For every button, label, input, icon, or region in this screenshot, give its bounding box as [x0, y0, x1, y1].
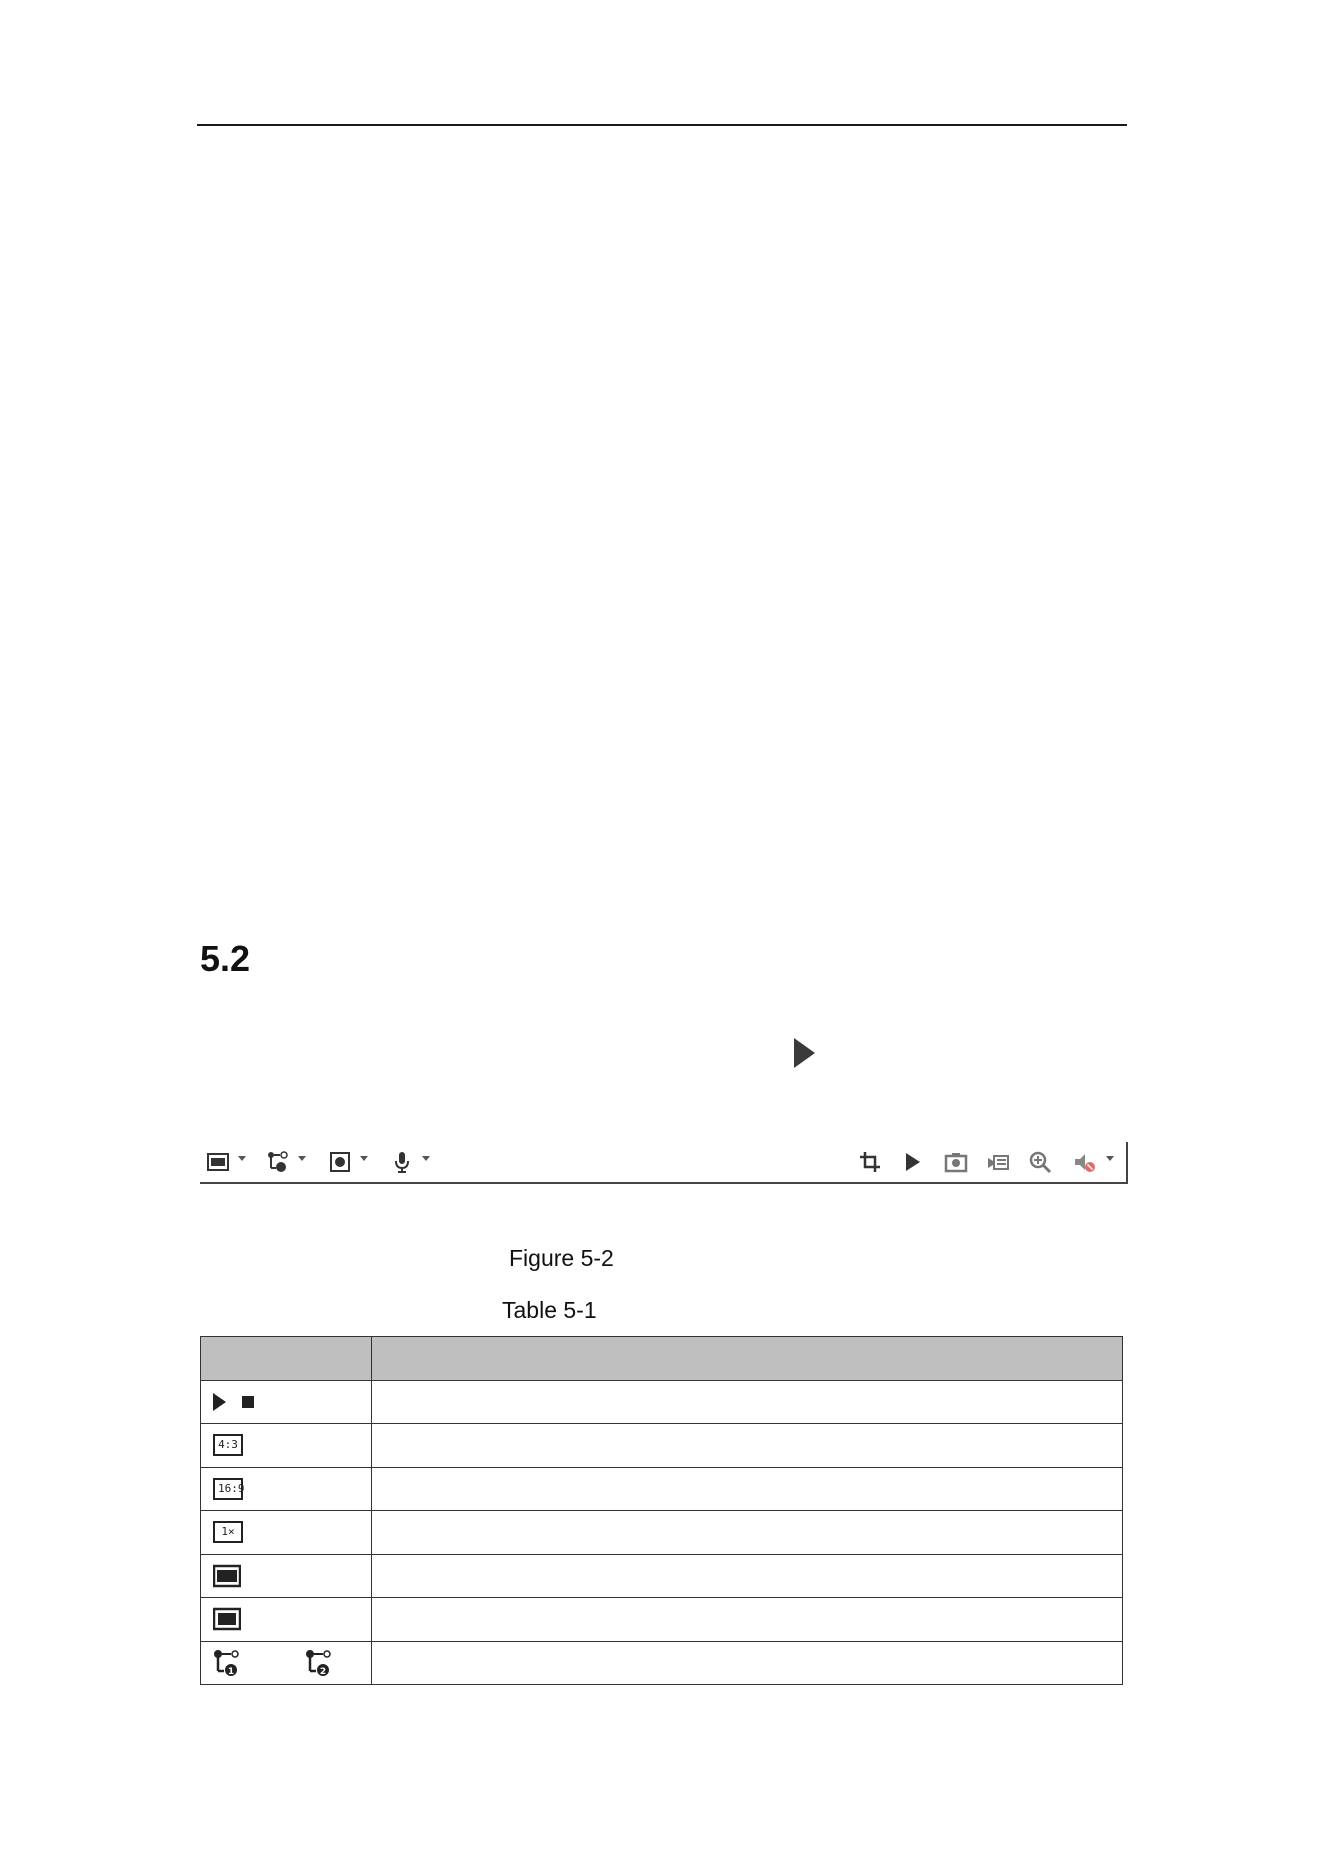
table-description-cell	[372, 1467, 1123, 1511]
table-header-icon	[201, 1337, 372, 1381]
table-description-cell	[372, 1511, 1123, 1555]
table-icon-cell	[201, 1380, 372, 1424]
header-rule	[197, 124, 1127, 126]
table-icon-cell	[201, 1554, 372, 1598]
inline-play-icon	[794, 1038, 815, 1068]
live-view-toolbar	[200, 1142, 1128, 1184]
record-icon[interactable]	[986, 1150, 1010, 1174]
table-description-cell	[372, 1380, 1123, 1424]
plugin-icon[interactable]	[328, 1150, 352, 1174]
table-icon-cell	[201, 1511, 372, 1555]
ratio-16-9-icon: 16:9	[213, 1478, 243, 1500]
chevron-down-icon[interactable]	[422, 1156, 430, 1161]
snapshot-icon[interactable]	[944, 1150, 968, 1174]
table-icon-cell	[201, 1598, 372, 1642]
table-description-cell	[372, 1641, 1123, 1685]
table-row	[201, 1598, 1123, 1642]
audio-muted-icon[interactable]	[1072, 1150, 1096, 1174]
svg-text:2: 2	[320, 1666, 327, 1677]
play-icon	[213, 1393, 226, 1411]
table-row	[201, 1380, 1123, 1424]
chevron-down-icon[interactable]	[238, 1156, 246, 1161]
stream-1-icon	[213, 1649, 241, 1677]
table-icon-cell	[201, 1641, 372, 1685]
chevron-down-icon[interactable]	[1106, 1156, 1114, 1161]
ratio-4-3-icon: 4:3	[213, 1434, 243, 1456]
table-caption: Table 5-1	[502, 1297, 597, 1323]
figure-caption: Figure 5-2	[509, 1245, 614, 1271]
section-number: 5.2	[200, 938, 251, 979]
table-description-cell	[372, 1554, 1123, 1598]
table-icon-cell	[201, 1467, 372, 1511]
table-header-description	[372, 1337, 1123, 1381]
table-description-cell	[372, 1424, 1123, 1468]
auto-fit-icon	[213, 1564, 241, 1588]
svg-text:1: 1	[227, 1666, 235, 1677]
table-row	[201, 1641, 1123, 1685]
stop-icon	[242, 1396, 254, 1408]
full-window-icon	[213, 1607, 241, 1631]
table-row	[201, 1424, 1123, 1468]
chevron-down-icon[interactable]	[298, 1156, 306, 1161]
table-description-cell	[372, 1598, 1123, 1642]
table-row	[201, 1467, 1123, 1511]
table-row	[201, 1554, 1123, 1598]
zoom-in-icon[interactable]	[1028, 1150, 1052, 1174]
table-row	[201, 1511, 1123, 1555]
icon-description-table	[200, 1336, 1123, 1685]
play-icon[interactable]	[900, 1150, 924, 1174]
table-icon-cell	[201, 1424, 372, 1468]
chevron-down-icon[interactable]	[360, 1156, 368, 1161]
table-header-row	[201, 1337, 1123, 1381]
original-size-icon: 1×	[213, 1521, 243, 1543]
microphone-icon[interactable]	[390, 1150, 414, 1174]
stream-2-icon	[305, 1649, 333, 1677]
crop-icon[interactable]	[858, 1150, 882, 1174]
window-ratio-icon[interactable]	[206, 1150, 230, 1174]
stream-select-icon[interactable]	[266, 1150, 290, 1174]
